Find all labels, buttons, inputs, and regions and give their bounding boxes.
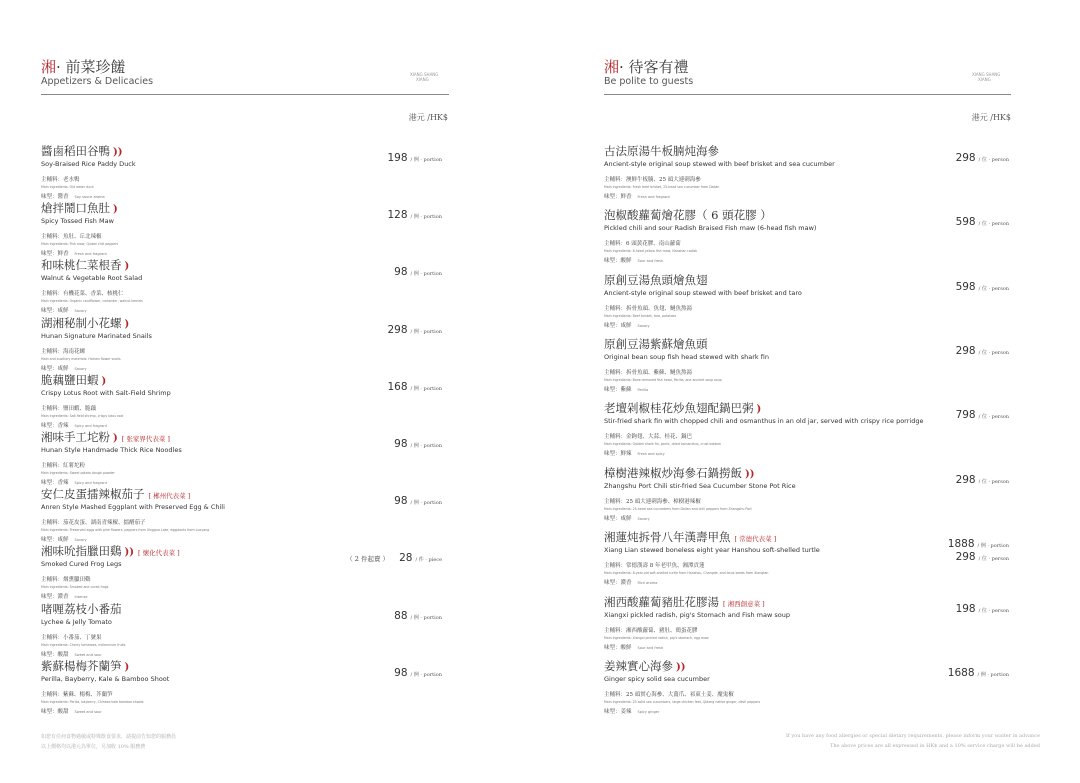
dish-name-zh: 泡椒酸蘿蔔燴花膠（ 6 頭花膠 ）: [604, 208, 772, 222]
dish-name-en: Ginger spicy solid sea cucumber: [604, 675, 710, 683]
taste-profile: 味型：酸鮮 Sour and fresh: [604, 645, 664, 651]
ingredients-en: Main ingredients: 8-year-old soft-shelled turtle from Hanshou, Changde, and lotus seeds from Xiangtan: [604, 571, 769, 575]
taste-profile: 味型：酸甜 Sweet and sour: [41, 651, 102, 658]
price-value: 28: [399, 552, 413, 565]
price: [394, 489, 442, 508]
ingredients-en: Main ingredients: Organic cauliflower, coriander, walnut kernels: [41, 299, 143, 304]
price-unit: / 件 · piece: [415, 557, 442, 564]
menu-item: [41, 201, 118, 257]
price-unit: / 位 · person: [978, 157, 1009, 163]
dish-name-zh: 安仁皮蛋擂辣椒茄子 [ 郴州代表菜 ]: [41, 487, 191, 502]
price-value: 128: [387, 209, 408, 222]
dish-name-en: Ancient-style original soup stewed with beef brisket and sea cucumber: [604, 160, 835, 168]
taste-profile: 味型：鮮香 Fresh and fragrant: [41, 251, 107, 258]
taste-profile: 味型：鮮香 Fresh and fragrant: [604, 194, 670, 200]
taste-profile: 味型：咸鮮 Savory: [41, 308, 87, 315]
ingredients-zh: 主輔料：紅薯坨粉: [41, 463, 86, 469]
price: [956, 403, 1009, 422]
dish-name-en: Xiangxi pickled radish, pig's Stomach and Fish maw soup: [604, 611, 790, 619]
menu-item: [41, 430, 182, 486]
menu-item: [41, 602, 125, 658]
chili-spice-icon: ): [124, 318, 130, 330]
dish-name-zh: 老壇剁椒桂花炒魚翅配鍋巴粥 ): [604, 401, 762, 415]
right-menu-page: [540, 0, 1080, 783]
menu-item: [604, 208, 816, 264]
dish-name-en: Crispy Lotus Root with Salt-Field Shrimp: [41, 388, 171, 397]
dish-name-zh: 脆藕鹽田蝦 ): [41, 372, 107, 387]
chili-spice-icon: )): [124, 547, 134, 559]
menu-item: [604, 595, 790, 651]
dish-name-zh: 紫蘇楊梅芥蘭笋 ): [41, 658, 130, 673]
dish-name-en: Pickled chili and sour Radish Braised Fish maw (6-head fish maw): [604, 224, 817, 232]
menu-item: [604, 144, 835, 200]
ingredients-zh: 主輔料：有機花菜、香菜、核桃仁: [41, 291, 124, 298]
price: [394, 432, 442, 451]
price: [956, 210, 1009, 229]
ingredients-zh: 主輔料：澳鮮牛板腩、25 頭大連刺海參: [604, 177, 701, 183]
dish-name-zh: 姜辣實心海參 )): [604, 659, 686, 673]
price-secondary: 298 / 位 · person: [955, 551, 1009, 563]
dish-name-zh: 醬鹵稻田谷鴨 )): [41, 144, 123, 158]
footnote-service-charge: The above prices are all expressed in HK$ and a 10% service charge will be added: [830, 743, 1040, 749]
currency-label: 港元 /HK$: [971, 113, 1011, 122]
ingredients-zh: 主輔料：6 頭黃花膠、南山蘿蔔: [604, 241, 681, 247]
dish-name-en: Soy-Braised Rice Paddy Duck: [41, 160, 136, 168]
regional-tag: [ 张家界代表菜 ]: [121, 435, 170, 443]
price-unit: / 例 · portion: [977, 543, 1009, 549]
ingredients-en: Main ingredients: Beef brisket, taro, potatoes: [604, 314, 677, 318]
dish-name-en: Spicy Tossed Fish Maw: [41, 217, 114, 226]
price-unit: / 位 · person: [978, 608, 1009, 614]
dish-name-zh: 樟樹港辣椒炒海參石鍋撈飯 )): [604, 466, 755, 480]
dish-name-zh: 啫喱荔枝小番茄: [41, 601, 122, 616]
price: [956, 339, 1009, 358]
taste-profile: 味型：姜辣 Spicy ginger: [604, 709, 660, 715]
dish-name-en: Lychee & Jelly Tomato: [41, 617, 112, 626]
ingredients-en: Main ingredients: Smoked and cured frogs: [41, 585, 109, 590]
price-value: 98: [394, 495, 408, 508]
regional-tag: [ 懷化代表菜 ]: [137, 549, 180, 558]
footnote-allergy: If you have any food allergies or special dietary requirements, please inform your waiter in advance: [785, 733, 1040, 739]
price: [948, 661, 1009, 680]
ingredients-en: Main and auxiliary materials: Hainan flower snails: [41, 356, 121, 361]
chili-spice-icon: )): [113, 147, 123, 158]
ingredients-zh: 主輔料：常德漢壽 8 年老甲魚、湘潭貢蓮: [604, 563, 705, 569]
price-unit: / 例 · portion: [410, 500, 442, 507]
ingredients-zh: 主輔料：拆骨魚頭、紫蘇、鰱魚熬湯: [604, 370, 693, 376]
price-value: 798: [955, 409, 976, 421]
price-value: 298: [955, 152, 976, 164]
ingredients-en: Main ingredients: Bone-removed fish head, Perilla, and ancient soup soup: [604, 378, 722, 382]
dish-name-en: Hunan Style Handmade Thick Rice Noodles: [41, 446, 182, 454]
ingredients-zh: 主輔料：鹽田蝦、脆藕: [41, 405, 97, 412]
taste-profile: 味型：酸甜 Sweet and sour: [41, 708, 102, 715]
taste-profile: 味型：濃香 Rich aroma: [604, 580, 658, 586]
taste-profile: 味型：香辣 Spicy and fragrant: [41, 480, 107, 486]
page-title-en: Appetizers & Delicacies: [41, 76, 154, 87]
price-value: 298: [387, 323, 408, 336]
page-title-zh: 湘· 待客有禮: [604, 58, 689, 76]
price-unit: / 位 · person: [978, 350, 1009, 356]
chili-spice-icon: )): [676, 662, 686, 673]
price-unit: / 例 · portion: [410, 385, 442, 392]
price: [394, 661, 442, 680]
dish-name-zh: 熗拌鬧口魚肚 ): [41, 201, 118, 216]
dish-name-en: Hunan Signature Marinated Snails: [41, 331, 152, 340]
price-unit: / 位 · person: [978, 479, 1009, 485]
price-value: 98: [394, 438, 408, 450]
footnote-allergy: 如您有任何食物過敏或特殊飲食要求，請提前告知您的服務員: [41, 734, 177, 740]
price: [956, 275, 1009, 294]
menu-item: [41, 258, 143, 314]
taste-profile: 味型：咸鮮 Savory: [604, 323, 650, 329]
price-unit: / 位 · person: [978, 221, 1009, 227]
chili-spice-icon: ): [124, 661, 130, 673]
menu-item: [41, 144, 136, 200]
ingredients-en: Main ingredients: Sweet potato dough powder: [41, 471, 115, 475]
taste-profile: 味型：鮮辣 Fresh and spicy: [604, 451, 665, 457]
ingredients-zh: 主輔料：小番茄、丁號果: [41, 634, 102, 641]
menu-item: [41, 487, 225, 543]
price-unit: / 位 · person: [978, 414, 1009, 420]
brand-mark: XIANG SHANG XIANG: [972, 72, 1001, 82]
chili-spice-icon: )): [745, 469, 755, 480]
menu-item: [604, 530, 820, 586]
menu-item: [41, 316, 152, 372]
price: [387, 203, 442, 222]
dish-name-en: Ancient-style original soup stewed with beef brisket and taro: [604, 289, 802, 297]
menu-item: [41, 544, 180, 600]
ingredients-en: Main ingredients: 6-head yellow fish maw, Nanshan radish: [604, 249, 698, 253]
ingredients-zh: 主輔料：茄花皮蛋、湖南青辣椒、擂醋茄子: [41, 520, 146, 527]
price-value: 1688: [947, 667, 975, 679]
price: [394, 260, 442, 279]
dish-name-en: Walnut & Vegetable Root Salad: [41, 274, 143, 283]
price-value: 1888: [947, 538, 975, 550]
dish-name-en: Original bean soup fish head stewed with shark fin: [604, 353, 769, 361]
dish-name-zh: 湘蓮炖拆骨八年漢壽甲魚 [ 常德代表菜 ]: [604, 530, 777, 544]
price-value: 198: [387, 152, 408, 164]
ingredients-en: Main ingredients: Golden shark fin, garlic, dried osmanthus, crust bottom: [604, 442, 722, 446]
ingredients-en: Main ingredients: Perilla, bayberry, Chinese kale bamboo shoots: [41, 699, 144, 704]
dish-name-zh: 湘味手工坨粉 ) [ 张家界代表菜 ]: [41, 430, 170, 444]
price: [387, 318, 442, 337]
ingredients-zh: 主輔料：25 頭實心海參、大薑爪、祁東土姜、魔鬼椒: [604, 692, 734, 698]
taste-profile: 味型：咸鮮 Savory: [41, 365, 87, 372]
taste-profile: 味型：濃香 Intense: [41, 594, 88, 601]
taste-profile: 味型：咸鮮 Savory: [604, 516, 650, 522]
brand-mark: XIANG SHANG XIANG: [410, 72, 439, 82]
dish-name-zh: 原創豆湯魚頭燴魚翅: [604, 273, 708, 287]
price-unit: / 例 · portion: [410, 328, 442, 335]
dish-name-en: Zhangshu Port Chili stir-fried Sea Cucumber Stone Pot Rice: [604, 482, 796, 490]
taste-profile: 味型：香辣 Spicy and fragrant: [41, 422, 107, 429]
footnote-service-charge: 以上價格均以港元為單位，另加收 10% 服務費: [41, 744, 146, 750]
price-value: 98: [394, 266, 408, 279]
ingredients-zh: 主輔料：25 頭大連刺海參、樟樹港辣椒: [604, 499, 701, 505]
dish-name-en: Perilla, Bayberry, Kale & Bamboo Shoot: [41, 674, 170, 683]
menu-item: [604, 659, 760, 715]
taste-profile: 味型：酸鮮 Sour and fresh: [604, 258, 664, 264]
price-value: 168: [387, 380, 408, 393]
dish-name-zh: 湘味吮指臘田鷄 )) [ 懷化代表菜 ]: [41, 544, 180, 559]
menu-item: [604, 337, 769, 393]
ingredients-en: Main ingredients: Fish maw, Qiubei chili peppers: [41, 242, 119, 247]
price-value: 298: [955, 474, 976, 486]
dish-name-en: Stir-fried shark fin with chopped chili and osmanthus in an old jar, served with crispy rice porridge: [604, 417, 924, 425]
dish-name-zh: 古法原湯牛板腩炖海參: [604, 144, 719, 158]
ingredients-zh: 主輔料：魚肚、丘北辣椒: [41, 234, 102, 241]
ingredients-en: Main ingredients: 25-head sea cucumbers from Dalian and chili peppers from Zhangshu Port: [604, 507, 752, 511]
dish-name-zh: 湖湘秘制小花螺 ): [41, 315, 130, 330]
chili-spice-icon: ): [101, 375, 107, 387]
ingredients-en: Main ingredients: Salt field shrimp, crispy lotus root: [41, 413, 124, 418]
regional-tag: [ 郴州代表菜 ]: [148, 492, 191, 501]
dish-name-en: Smoked Cured Frog Legs: [41, 560, 122, 569]
menu-item: [604, 401, 923, 457]
price-unit: / 例 · portion: [977, 672, 1009, 678]
price-unit: / 例 · portion: [410, 614, 442, 621]
price: [346, 546, 442, 565]
page-title-zh: 湘· 前菜珍饈: [41, 58, 126, 76]
price-value: 598: [955, 281, 976, 293]
menu-item: [604, 273, 802, 329]
chili-spice-icon: ): [124, 261, 130, 273]
ingredients-en: Main ingredients: Old water duck: [41, 185, 94, 189]
price-unit: / 例 · portion: [410, 271, 442, 278]
ingredients-zh: 主輔料：烟熏臘田鷄: [41, 577, 91, 584]
price: [394, 604, 442, 623]
chili-spice-icon: ): [113, 433, 118, 444]
ingredients-zh: 主輔料：湘西酸蘿蔔、豬肚、鶏蛋花膠: [604, 628, 698, 634]
taste-profile: 味型：紫蘇 Perilla: [604, 387, 649, 393]
price-value: 88: [394, 609, 408, 622]
price-value: 298: [955, 345, 976, 357]
price: [387, 146, 442, 165]
price-unit: / 例 · portion: [410, 671, 442, 678]
price: [956, 146, 1009, 165]
price-value: 598: [955, 216, 976, 228]
price-value: 98: [394, 666, 408, 679]
regional-tag: [ 湘西創意菜 ]: [723, 600, 765, 608]
ingredients-zh: 主輔料：海南花螺: [41, 348, 86, 355]
chili-spice-icon: ): [756, 404, 762, 415]
ingredients-zh: 主輔料：拆骨魚頭、魚翅、鰱魚熬湯: [604, 306, 693, 312]
regional-tag: [ 常德代表菜 ]: [734, 535, 777, 543]
dish-name-zh: 湘西酸蘿蔔豬肚花膠湯 [ 湘西創意菜 ]: [604, 595, 765, 609]
price: [387, 375, 442, 394]
price-unit: / 位 · person: [978, 286, 1009, 292]
page-title-en: Be polite to guests: [604, 76, 694, 87]
menu-item: [41, 659, 169, 715]
price-unit: / 例 · portion: [410, 214, 442, 221]
ingredients-zh: 主輔料：紫蘇、楊梅、芥蘭笋: [41, 691, 113, 698]
price-unit: / 例 · portion: [410, 157, 442, 163]
chili-spice-icon: ): [113, 204, 118, 216]
dish-name-en: Anren Style Mashed Eggplant with Preserved Egg & Chili: [41, 503, 225, 512]
ingredients-en: Main ingredients: Preserved eggs with pine flowers, peppers from Xingguo Lake, eggplants from Luoyang: [41, 528, 210, 533]
menu-item: [41, 373, 171, 429]
dish-name-en: Xiang Lian stewed boneless eight year Hanshou soft-shelled turtle: [604, 546, 820, 554]
price: [956, 597, 1009, 616]
price-value: 198: [955, 603, 976, 615]
ingredients-zh: 主輔料：老水鴨: [41, 177, 80, 183]
min-order-note: （ 2 件起賣 ）: [346, 555, 390, 564]
price-unit: / 例 · portion: [410, 443, 442, 449]
ingredients-en: Main ingredients: Fresh beef brisket, 25-head sea cucumber from Dalian: [604, 185, 720, 189]
taste-profile: 味型：醬香 Soy sauce aroma: [41, 194, 105, 200]
price: [956, 468, 1009, 487]
title-divider: [41, 94, 449, 95]
dish-name-zh: 原創豆湯紫蘇燴魚頭: [604, 337, 708, 351]
taste-profile: 味型：咸鮮 Savory: [41, 537, 87, 544]
currency-label: 港元 /HK$: [408, 113, 448, 122]
title-divider: [604, 94, 1011, 95]
dish-name-zh: 和味桃仁菜根香 ): [41, 258, 130, 273]
ingredients-en: Main ingredients: 25 solid sea cucumbers, large chicken feet, Qidong native ginger, devil peppers: [604, 700, 761, 704]
ingredients-en: Main ingredients: Cherry tomatoes, millennium fruits: [41, 642, 126, 647]
ingredients-en: Main ingredients: Xiangxi pickled radish, pig's stomach, egg maw: [604, 636, 709, 640]
menu-item: [604, 466, 796, 522]
ingredients-zh: 主輔料：金鉤翅、大蒜、桂花、鍋巴: [604, 434, 693, 440]
